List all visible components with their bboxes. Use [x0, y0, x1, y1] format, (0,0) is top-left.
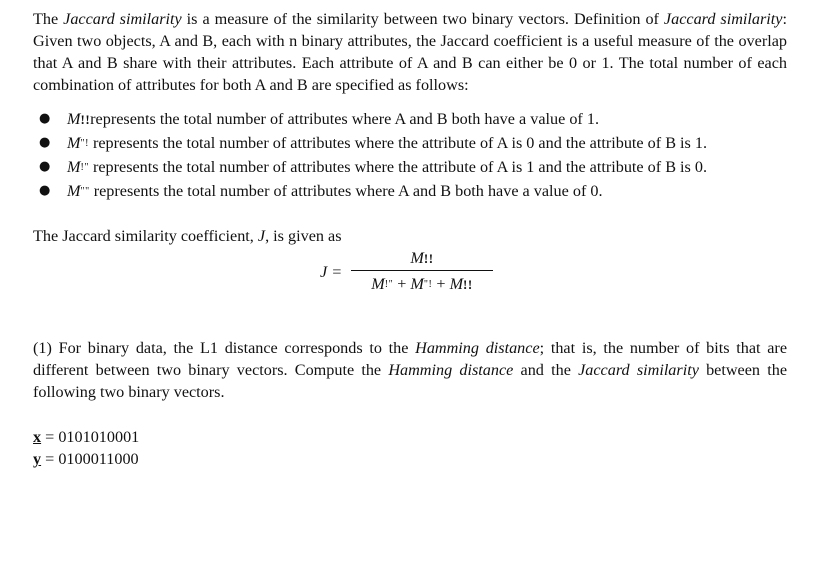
hamming-term: Hamming distance — [388, 361, 514, 379]
question-text-2: ; that is, the number of bits that are different between two binary vectors. Compute the — [33, 339, 788, 379]
hamming-term: Hamming distance — [415, 339, 540, 357]
m-variable: M — [410, 275, 424, 293]
vector-name: y — [33, 450, 42, 468]
m-variable: M — [67, 110, 81, 128]
m-variable: M — [67, 158, 81, 176]
m-subscript: "! — [423, 279, 433, 290]
list-item — [33, 156, 787, 179]
fraction-bar — [351, 270, 493, 271]
coefficient-sentence — [33, 225, 787, 247]
m-subscript: !! — [463, 277, 473, 292]
bullet-icon: ● — [39, 159, 51, 174]
m-variable: M — [67, 182, 81, 200]
vector-value: = 0101010001 — [41, 428, 140, 446]
bullet-icon: ● — [39, 135, 51, 150]
m-variable: M — [449, 275, 464, 293]
intro-text-1: The — [33, 10, 64, 28]
plus-sign: + — [432, 275, 450, 293]
vector-x — [33, 426, 787, 448]
coefficient-text-1: The Jaccard similarity coefficient, — [33, 227, 258, 245]
formula-lhs: J = — [320, 263, 343, 281]
jaccard-term: Jaccard similarity — [578, 361, 699, 379]
question-text-4: between the following two binary vectors. — [33, 361, 787, 401]
question-paragraph — [33, 337, 787, 403]
bullet-text: represents the total number of attributes where the attribute of A is 0 and the attribute of B is 1. — [88, 134, 708, 152]
m-subscript: !" — [80, 162, 89, 173]
bullet-text: represents the total number of attributes where A and B both have a value of 1. — [90, 110, 600, 128]
formula-numerator — [351, 247, 493, 269]
formula-denominator — [351, 273, 493, 296]
list-item — [33, 108, 787, 131]
list-item — [33, 180, 787, 203]
bullet-text: represents the total number of attributes where the attribute of A is 1 and the attribute of B is 0. — [88, 158, 708, 176]
vector-name: x — [33, 428, 42, 446]
bullet-icon: ● — [39, 183, 51, 198]
intro-text-3: : Given two objects, A and B, each with n binary attributes, the Jaccard coefficient is a useful measure of the overlap that A and B share with their attributes. Each attribute of A and B can either be 0 or 1. The total number of each combination of attributes for both A and B are specified as follows: — [33, 10, 787, 94]
bullet-icon: ● — [39, 111, 51, 126]
m-subscript: "! — [80, 138, 89, 149]
j-symbol: J — [257, 227, 266, 245]
bullet-text: represents the total number of attributes where A and B both have a value of 0. — [89, 182, 603, 200]
intro-text-2: is a measure of the similarity between two binary vectors. Definition of — [181, 10, 664, 28]
question-text-1: (1) For binary data, the L1 distance corresponds to the — [33, 339, 416, 357]
m-variable: M — [410, 249, 424, 267]
jaccard-term: Jaccard similarity — [663, 10, 783, 28]
m-subscript: "" — [80, 186, 90, 197]
intro-paragraph — [33, 8, 787, 96]
m-subscript: !! — [80, 112, 91, 127]
m-subscript: !! — [423, 251, 434, 266]
m-variable: M — [371, 275, 385, 293]
vector-y — [33, 448, 787, 470]
question-text-3: and the — [513, 361, 579, 379]
binary-vectors — [33, 426, 787, 470]
jaccard-term: Jaccard similarity — [63, 10, 182, 28]
list-item — [33, 132, 787, 155]
formula-fraction — [351, 247, 493, 296]
m-variable: M — [67, 134, 81, 152]
m-subscript: !" — [384, 279, 394, 290]
jaccard-formula — [33, 247, 787, 303]
vector-value: = 0100011000 — [41, 450, 139, 468]
attribute-combination-list — [33, 108, 787, 203]
plus-sign: + — [393, 275, 411, 293]
coefficient-text-2: , is given as — [265, 227, 342, 245]
